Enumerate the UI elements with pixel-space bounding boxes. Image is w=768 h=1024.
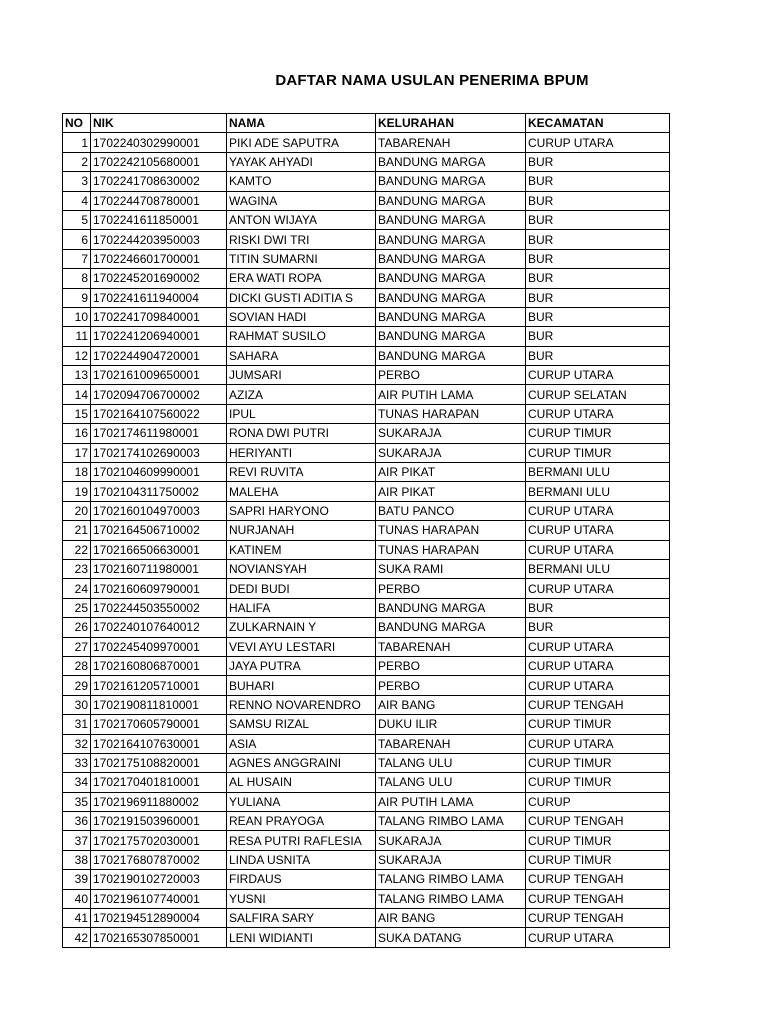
- kelurahan-cell: DUKU ILIR: [376, 715, 526, 734]
- kecamatan-cell: CURUP TENGAH: [526, 870, 670, 889]
- kecamatan-cell: CURUP TENGAH: [526, 812, 670, 831]
- row-number: 29: [63, 676, 91, 695]
- nik-cell: 1702104311750002: [91, 482, 227, 501]
- kelurahan-cell: SUKARAJA: [376, 850, 526, 869]
- row-number: 27: [63, 637, 91, 656]
- row-number: 7: [63, 249, 91, 268]
- table-row: [63, 928, 670, 947]
- kelurahan-cell: AIR PUTIH LAMA: [376, 385, 526, 404]
- table-row: [63, 424, 670, 443]
- kelurahan-cell: SUKA DATANG: [376, 928, 526, 947]
- row-number: 23: [63, 559, 91, 578]
- row-number: 11: [63, 327, 91, 346]
- kelurahan-cell: BANDUNG MARGA: [376, 618, 526, 637]
- name-cell: AGNES ANGGRAINI: [227, 753, 376, 772]
- nik-cell: 1702244503550002: [91, 598, 227, 617]
- table-row: [63, 695, 670, 714]
- kecamatan-cell: BUR: [526, 191, 670, 210]
- kecamatan-cell: CURUP UTARA: [526, 637, 670, 656]
- nik-cell: 1702246601700001: [91, 249, 227, 268]
- row-number: 26: [63, 618, 91, 637]
- kelurahan-cell: AIR PUTIH LAMA: [376, 792, 526, 811]
- table-row: [63, 230, 670, 249]
- kelurahan-cell: AIR BANG: [376, 909, 526, 928]
- kecamatan-cell: CURUP UTARA: [526, 133, 670, 152]
- kelurahan-cell: TABARENAH: [376, 133, 526, 152]
- row-number: 38: [63, 850, 91, 869]
- table-row: [63, 559, 670, 578]
- nik-cell: 1702170605790001: [91, 715, 227, 734]
- table-row: [63, 152, 670, 171]
- table-row: [63, 210, 670, 229]
- name-cell: YULIANA: [227, 792, 376, 811]
- name-cell: SOVIAN HADI: [227, 307, 376, 326]
- kecamatan-cell: CURUP UTARA: [526, 366, 670, 385]
- table-body: [63, 133, 670, 947]
- nik-cell: 1702175108820001: [91, 753, 227, 772]
- name-cell: IPUL: [227, 404, 376, 423]
- nik-cell: 1702170401810001: [91, 773, 227, 792]
- table-row: [63, 443, 670, 462]
- nik-cell: 1702241611850001: [91, 210, 227, 229]
- row-number: 8: [63, 269, 91, 288]
- nik-cell: 1702244708780001: [91, 191, 227, 210]
- name-cell: LENI WIDIANTI: [227, 928, 376, 947]
- table-row: [63, 870, 670, 889]
- column-header-kelurahan: KELURAHAN: [376, 114, 526, 133]
- row-number: 13: [63, 366, 91, 385]
- row-number: 14: [63, 385, 91, 404]
- nik-cell: 1702242105680001: [91, 152, 227, 171]
- name-cell: REVI RUVITA: [227, 463, 376, 482]
- kelurahan-cell: TALANG RIMBO LAMA: [376, 889, 526, 908]
- column-header-nama: NAMA: [227, 114, 376, 133]
- table-row: [63, 656, 670, 675]
- nik-cell: 1702164107630001: [91, 734, 227, 753]
- nik-cell: 1702161009650001: [91, 366, 227, 385]
- table-row: [63, 288, 670, 307]
- column-header-kecamatan: KECAMATAN: [526, 114, 670, 133]
- name-cell: RAHMAT SUSILO: [227, 327, 376, 346]
- name-cell: REAN PRAYOGA: [227, 812, 376, 831]
- row-number: 17: [63, 443, 91, 462]
- kelurahan-cell: TALANG RIMBO LAMA: [376, 870, 526, 889]
- nik-cell: 1702245409970001: [91, 637, 227, 656]
- table-header-row: [63, 114, 670, 133]
- table-row: [63, 909, 670, 928]
- kelurahan-cell: SUKA RAMI: [376, 559, 526, 578]
- nik-cell: 1702191503960001: [91, 812, 227, 831]
- nik-cell: 1702160806870001: [91, 656, 227, 675]
- kelurahan-cell: BANDUNG MARGA: [376, 210, 526, 229]
- kecamatan-cell: CURUP UTARA: [526, 734, 670, 753]
- table-row: [63, 133, 670, 152]
- table-row: [63, 812, 670, 831]
- kelurahan-cell: TALANG RIMBO LAMA: [376, 812, 526, 831]
- table-row: [63, 172, 670, 191]
- nik-cell: 1702161205710001: [91, 676, 227, 695]
- row-number: 2: [63, 152, 91, 171]
- kecamatan-cell: BUR: [526, 230, 670, 249]
- kecamatan-cell: BERMANI ULU: [526, 482, 670, 501]
- column-header-nik: NIK: [91, 114, 227, 133]
- kelurahan-cell: TUNAS HARAPAN: [376, 540, 526, 559]
- name-cell: SAMSU RIZAL: [227, 715, 376, 734]
- nik-cell: 1702165307850001: [91, 928, 227, 947]
- table-row: [63, 579, 670, 598]
- table-row: [63, 307, 670, 326]
- nik-cell: 1702176807870002: [91, 850, 227, 869]
- nik-cell: 1702244203950003: [91, 230, 227, 249]
- table-row: [63, 889, 670, 908]
- kelurahan-cell: TUNAS HARAPAN: [376, 521, 526, 540]
- row-number: 36: [63, 812, 91, 831]
- kelurahan-cell: BANDUNG MARGA: [376, 152, 526, 171]
- kecamatan-cell: BUR: [526, 598, 670, 617]
- name-cell: AL HUSAIN: [227, 773, 376, 792]
- name-cell: KATINEM: [227, 540, 376, 559]
- kecamatan-cell: CURUP UTARA: [526, 501, 670, 520]
- nik-cell: 1702174611980001: [91, 424, 227, 443]
- row-number: 30: [63, 695, 91, 714]
- name-cell: WAGINA: [227, 191, 376, 210]
- row-number: 37: [63, 831, 91, 850]
- name-cell: TITIN SUMARNI: [227, 249, 376, 268]
- row-number: 18: [63, 463, 91, 482]
- nik-cell: 1702240302990001: [91, 133, 227, 152]
- table-row: [63, 366, 670, 385]
- nik-cell: 1702160711980001: [91, 559, 227, 578]
- row-number: 25: [63, 598, 91, 617]
- table-row: [63, 773, 670, 792]
- kecamatan-cell: CURUP: [526, 792, 670, 811]
- name-cell: RISKI DWI TRI: [227, 230, 376, 249]
- nik-cell: 1702104609990001: [91, 463, 227, 482]
- table-row: [63, 482, 670, 501]
- kelurahan-cell: AIR BANG: [376, 695, 526, 714]
- table-row: [63, 269, 670, 288]
- name-cell: ASIA: [227, 734, 376, 753]
- table-row: [63, 385, 670, 404]
- kelurahan-cell: AIR PIKAT: [376, 463, 526, 482]
- nik-cell: 1702175702030001: [91, 831, 227, 850]
- name-cell: SAPRI HARYONO: [227, 501, 376, 520]
- name-cell: AZIZA: [227, 385, 376, 404]
- row-number: 19: [63, 482, 91, 501]
- nik-cell: 1702245201690002: [91, 269, 227, 288]
- name-cell: ERA WATI ROPA: [227, 269, 376, 288]
- kecamatan-cell: CURUP TENGAH: [526, 889, 670, 908]
- kecamatan-cell: BUR: [526, 307, 670, 326]
- kecamatan-cell: BUR: [526, 346, 670, 365]
- kecamatan-cell: CURUP TIMUR: [526, 424, 670, 443]
- row-number: 10: [63, 307, 91, 326]
- table-row: [63, 404, 670, 423]
- row-number: 22: [63, 540, 91, 559]
- nik-cell: 1702174102690003: [91, 443, 227, 462]
- nik-cell: 1702196911880002: [91, 792, 227, 811]
- kelurahan-cell: PERBO: [376, 656, 526, 675]
- nik-cell: 1702240107640012: [91, 618, 227, 637]
- name-cell: SALFIRA SARY: [227, 909, 376, 928]
- row-number: 33: [63, 753, 91, 772]
- row-number: 42: [63, 928, 91, 947]
- name-cell: NURJANAH: [227, 521, 376, 540]
- name-cell: YAYAK AHYADI: [227, 152, 376, 171]
- kelurahan-cell: SUKARAJA: [376, 424, 526, 443]
- table-row: [63, 463, 670, 482]
- name-cell: SAHARA: [227, 346, 376, 365]
- kecamatan-cell: CURUP TIMUR: [526, 850, 670, 869]
- table-row: [63, 521, 670, 540]
- table-row: [63, 501, 670, 520]
- kelurahan-cell: TALANG ULU: [376, 753, 526, 772]
- kecamatan-cell: CURUP TENGAH: [526, 695, 670, 714]
- kelurahan-cell: BANDUNG MARGA: [376, 172, 526, 191]
- kecamatan-cell: CURUP TIMUR: [526, 773, 670, 792]
- kecamatan-cell: BUR: [526, 152, 670, 171]
- kelurahan-cell: BANDUNG MARGA: [376, 346, 526, 365]
- kelurahan-cell: TABARENAH: [376, 637, 526, 656]
- nik-cell: 1702160609790001: [91, 579, 227, 598]
- kecamatan-cell: CURUP TIMUR: [526, 753, 670, 772]
- name-cell: BUHARI: [227, 676, 376, 695]
- row-number: 9: [63, 288, 91, 307]
- table-row: [63, 598, 670, 617]
- kecamatan-cell: CURUP TIMUR: [526, 831, 670, 850]
- name-cell: ANTON WIJAYA: [227, 210, 376, 229]
- name-cell: KAMTO: [227, 172, 376, 191]
- table-row: [63, 850, 670, 869]
- name-cell: HERIYANTI: [227, 443, 376, 462]
- kelurahan-cell: BANDUNG MARGA: [376, 249, 526, 268]
- row-number: 31: [63, 715, 91, 734]
- row-number: 3: [63, 172, 91, 191]
- name-cell: YUSNI: [227, 889, 376, 908]
- kecamatan-cell: BUR: [526, 288, 670, 307]
- kecamatan-cell: CURUP UTARA: [526, 521, 670, 540]
- table-row: [63, 327, 670, 346]
- nik-cell: 1702241708630002: [91, 172, 227, 191]
- nik-cell: 1702241709840001: [91, 307, 227, 326]
- name-cell: LINDA USNITA: [227, 850, 376, 869]
- name-cell: JUMSARI: [227, 366, 376, 385]
- kecamatan-cell: BERMANI ULU: [526, 559, 670, 578]
- row-number: 24: [63, 579, 91, 598]
- nik-cell: 1702194512890004: [91, 909, 227, 928]
- row-number: 35: [63, 792, 91, 811]
- row-number: 5: [63, 210, 91, 229]
- name-cell: RENNO NOVARENDRO: [227, 695, 376, 714]
- row-number: 28: [63, 656, 91, 675]
- row-number: 39: [63, 870, 91, 889]
- kelurahan-cell: BANDUNG MARGA: [376, 327, 526, 346]
- kelurahan-cell: BANDUNG MARGA: [376, 191, 526, 210]
- kecamatan-cell: CURUP UTARA: [526, 540, 670, 559]
- kecamatan-cell: BUR: [526, 618, 670, 637]
- nik-cell: 1702164107560022: [91, 404, 227, 423]
- nik-cell: 1702166506630001: [91, 540, 227, 559]
- kecamatan-cell: CURUP UTARA: [526, 676, 670, 695]
- name-cell: FIRDAUS: [227, 870, 376, 889]
- page-title: DAFTAR NAMA USULAN PENERIMA BPUM: [275, 72, 589, 89]
- table-row: [63, 792, 670, 811]
- row-number: 1: [63, 133, 91, 152]
- recipient-table: [62, 113, 670, 948]
- row-number: 20: [63, 501, 91, 520]
- kelurahan-cell: BANDUNG MARGA: [376, 269, 526, 288]
- kelurahan-cell: BANDUNG MARGA: [376, 307, 526, 326]
- name-cell: DEDI BUDI: [227, 579, 376, 598]
- kecamatan-cell: CURUP UTARA: [526, 404, 670, 423]
- kelurahan-cell: SUKARAJA: [376, 443, 526, 462]
- nik-cell: 1702244904720001: [91, 346, 227, 365]
- nik-cell: 1702160104970003: [91, 501, 227, 520]
- name-cell: RESA PUTRI RAFLESIA: [227, 831, 376, 850]
- row-number: 32: [63, 734, 91, 753]
- name-cell: MALEHA: [227, 482, 376, 501]
- table-row: [63, 191, 670, 210]
- kelurahan-cell: BANDUNG MARGA: [376, 288, 526, 307]
- nik-cell: 1702094706700002: [91, 385, 227, 404]
- row-number: 12: [63, 346, 91, 365]
- kecamatan-cell: CURUP UTARA: [526, 928, 670, 947]
- name-cell: JAYA PUTRA: [227, 656, 376, 675]
- kelurahan-cell: PERBO: [376, 366, 526, 385]
- nik-cell: 1702241611940004: [91, 288, 227, 307]
- column-header-no: NO: [63, 114, 91, 133]
- name-cell: DICKI GUSTI ADITIA S: [227, 288, 376, 307]
- table-row: [63, 618, 670, 637]
- kecamatan-cell: BUR: [526, 269, 670, 288]
- kecamatan-cell: CURUP SELATAN: [526, 385, 670, 404]
- row-number: 4: [63, 191, 91, 210]
- kecamatan-cell: CURUP TENGAH: [526, 909, 670, 928]
- kelurahan-cell: PERBO: [376, 579, 526, 598]
- kelurahan-cell: TUNAS HARAPAN: [376, 404, 526, 423]
- row-number: 40: [63, 889, 91, 908]
- row-number: 6: [63, 230, 91, 249]
- row-number: 15: [63, 404, 91, 423]
- name-cell: RONA DWI PUTRI: [227, 424, 376, 443]
- kelurahan-cell: BANDUNG MARGA: [376, 230, 526, 249]
- kecamatan-cell: BUR: [526, 172, 670, 191]
- name-cell: NOVIANSYAH: [227, 559, 376, 578]
- kelurahan-cell: AIR PIKAT: [376, 482, 526, 501]
- nik-cell: 1702190102720003: [91, 870, 227, 889]
- table-row: [63, 734, 670, 753]
- nik-cell: 1702241206940001: [91, 327, 227, 346]
- kelurahan-cell: PERBO: [376, 676, 526, 695]
- kelurahan-cell: TABARENAH: [376, 734, 526, 753]
- kelurahan-cell: TALANG ULU: [376, 773, 526, 792]
- kecamatan-cell: BUR: [526, 210, 670, 229]
- name-cell: HALIFA: [227, 598, 376, 617]
- table-row: [63, 676, 670, 695]
- name-cell: VEVI AYU LESTARI: [227, 637, 376, 656]
- name-cell: ZULKARNAIN Y: [227, 618, 376, 637]
- table-row: [63, 753, 670, 772]
- nik-cell: 1702196107740001: [91, 889, 227, 908]
- kelurahan-cell: BANDUNG MARGA: [376, 598, 526, 617]
- kelurahan-cell: BATU PANCO: [376, 501, 526, 520]
- kecamatan-cell: BUR: [526, 327, 670, 346]
- row-number: 41: [63, 909, 91, 928]
- row-number: 21: [63, 521, 91, 540]
- kecamatan-cell: CURUP TIMUR: [526, 443, 670, 462]
- table-row: [63, 249, 670, 268]
- table-row: [63, 637, 670, 656]
- table-row: [63, 540, 670, 559]
- kecamatan-cell: BUR: [526, 249, 670, 268]
- table-row: [63, 346, 670, 365]
- name-cell: PIKI ADE SAPUTRA: [227, 133, 376, 152]
- kelurahan-cell: SUKARAJA: [376, 831, 526, 850]
- kecamatan-cell: CURUP UTARA: [526, 656, 670, 675]
- table-row: [63, 715, 670, 734]
- table-row: [63, 831, 670, 850]
- nik-cell: 1702190811810001: [91, 695, 227, 714]
- kecamatan-cell: CURUP TIMUR: [526, 715, 670, 734]
- row-number: 34: [63, 773, 91, 792]
- nik-cell: 1702164506710002: [91, 521, 227, 540]
- kecamatan-cell: BERMANI ULU: [526, 463, 670, 482]
- kecamatan-cell: CURUP UTARA: [526, 579, 670, 598]
- row-number: 16: [63, 424, 91, 443]
